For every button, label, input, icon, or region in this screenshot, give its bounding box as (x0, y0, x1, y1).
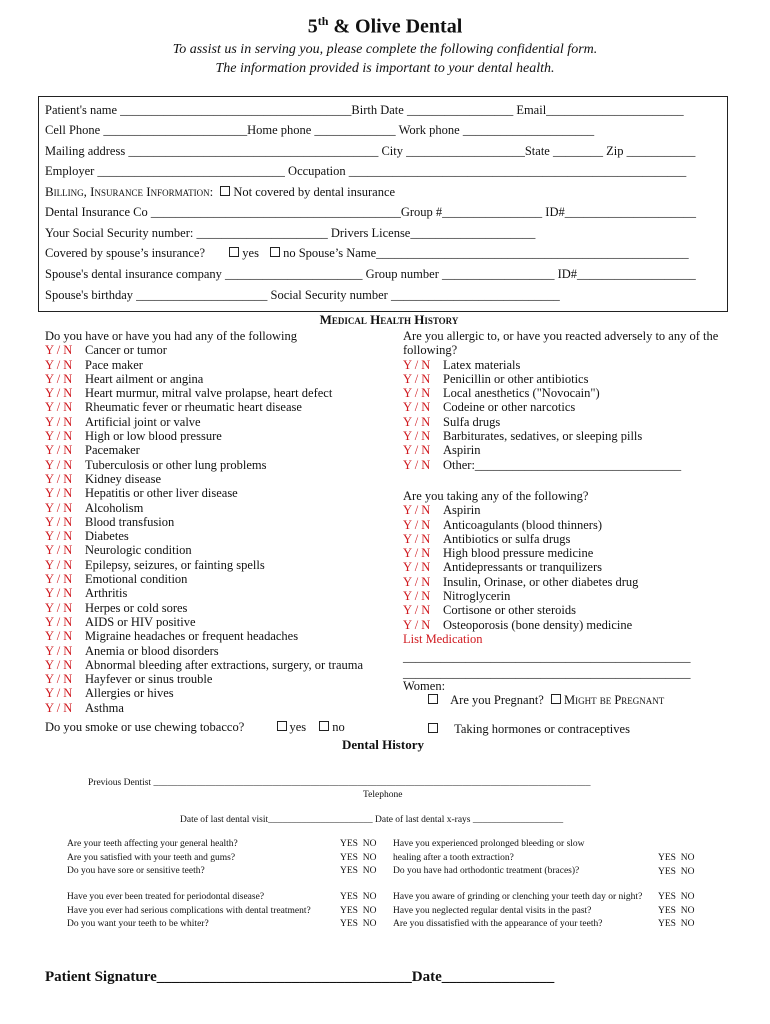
allergy-item (403, 415, 718, 429)
allergies-list (403, 329, 718, 472)
allergy-label: Barbiturates, sedatives, or sleeping pills (443, 429, 643, 444)
spouse-coverage-row (45, 246, 689, 261)
yes-no-selector[interactable]: Y / N (45, 572, 73, 587)
spouse-yes-label: yes (242, 246, 259, 260)
allergy-item (403, 443, 718, 457)
yes-no-selector[interactable]: Y / N (45, 543, 73, 558)
condition-label: Neurologic condition (85, 543, 192, 558)
allergy-item (403, 386, 718, 400)
billing-row (45, 184, 395, 200)
dental-left-yesno-1[interactable] (340, 838, 376, 879)
yes-option[interactable]: YES (658, 905, 676, 916)
previous-dentist-field[interactable]: Previous Dentist ____________________________________________________________________________________________ (88, 778, 591, 788)
medication-item (403, 503, 638, 517)
condition-item (45, 343, 363, 357)
signature-line[interactable]: Patient Signature__________________________________Date_______________ (45, 969, 555, 985)
yes-no-selector[interactable]: Y / N (403, 503, 431, 518)
yes-no-selector[interactable]: Y / N (45, 429, 73, 444)
yes-no-selector[interactable]: Y / N (403, 443, 431, 458)
condition-label: Migraine headaches or frequent headaches (85, 629, 299, 644)
smoke-yes-label: yes (289, 720, 307, 734)
dental-question: Have you ever had serious complications with dental treatment? (67, 905, 311, 916)
no-option[interactable]: NO (680, 905, 695, 916)
allergy-label: Latex materials (443, 357, 521, 372)
yes-no-selector[interactable]: Y / N (45, 486, 73, 501)
condition-label: Rheumatic fever or rheumatic heart disease (85, 400, 302, 415)
yes-no-selector[interactable]: Y / N (45, 457, 73, 472)
medications-list (403, 489, 638, 646)
allergy-item (403, 429, 718, 443)
medication-item (403, 603, 638, 617)
spouse-no-label: no (283, 246, 296, 260)
condition-item (45, 458, 363, 472)
allergy-intro-1: Are you allergic to, or have you reacted adversely to any of the (403, 329, 719, 343)
condition-item (45, 400, 363, 414)
medication-label: High blood pressure medicine (443, 546, 594, 561)
yes-option[interactable]: YES (658, 919, 676, 929)
checkbox-not-covered[interactable] (220, 186, 230, 196)
checkbox-smoke-no[interactable] (319, 721, 329, 731)
condition-item (45, 472, 363, 486)
ssn-row[interactable]: Your Social Security number: _____________________ Drivers License____________________ (45, 226, 536, 240)
phone-row[interactable]: Cell Phone _______________________Home phone _____________ Work phone _____________________ (45, 123, 595, 137)
yes-no-selector[interactable]: Y / N (45, 343, 73, 358)
dental-right-yesno-2[interactable] (658, 891, 694, 932)
yes-no-selector[interactable]: Y / N (403, 546, 431, 561)
address-row[interactable]: Mailing address ________________________________________ City ___________________State ________ Zip ___________ (45, 144, 696, 158)
spouse-birthday-row[interactable]: Spouse's birthday _____________________ Social Security number ___________________________ (45, 288, 560, 302)
yes-no-selector[interactable]: Y / N (403, 357, 431, 372)
medication-item (403, 518, 638, 532)
telephone-label: Telephone (363, 790, 403, 800)
yes-no-selector[interactable]: Y / N (45, 672, 73, 687)
condition-label: Blood transfusion (85, 514, 175, 529)
yes-option[interactable]: YES (658, 866, 676, 877)
no-option[interactable]: NO (680, 919, 695, 929)
yes-no-selector[interactable]: Y / N (403, 589, 431, 604)
yes-no-selector[interactable]: Y / N (45, 414, 73, 429)
allergy-label: Local anesthetics ("Novocain") (443, 386, 600, 401)
yes-no-selector[interactable]: Y / N (45, 614, 73, 629)
yes-no-selector[interactable]: Y / N (45, 700, 73, 715)
medication-label: Osteoporosis (bone density) medicine (443, 617, 633, 632)
dental-question: Have you neglected regular dental visits in the past? (393, 905, 592, 916)
no-option[interactable]: NO (362, 852, 377, 863)
condition-item (45, 644, 363, 658)
dental-question: Are you dissatisfied with the appearance of your teeth? (393, 919, 603, 929)
yes-no-selector[interactable]: Y / N (45, 657, 73, 672)
checkbox-might-be-pregnant[interactable] (551, 694, 561, 704)
allergy-label: Codeine or other narcotics (443, 400, 576, 415)
yes-no-selector[interactable]: Y / N (403, 574, 431, 589)
medication-item (403, 546, 638, 560)
condition-item (45, 501, 363, 515)
condition-label: Abnormal bleeding after extractions, surgery, or trauma (85, 657, 364, 672)
list-medication-label: List Medication (403, 631, 483, 646)
yes-no-selector[interactable]: Y / N (403, 386, 431, 401)
smoke-no-label: no (332, 720, 345, 734)
dental-question: Have you ever been treated for periodontal disease? (67, 892, 265, 902)
condition-label: Epilepsy, seizures, or fainting spells (85, 557, 265, 572)
spouse-insurance-row[interactable]: Spouse's dental insurance company ______________________ Group number __________________ ID#___________________ (45, 267, 696, 281)
yes-option[interactable]: YES (340, 852, 358, 863)
yes-no-selector[interactable]: Y / N (403, 603, 431, 618)
condition-item (45, 558, 363, 572)
dental-history-heading: Dental History (342, 737, 424, 752)
yes-no-selector[interactable]: Y / N (403, 414, 431, 429)
yes-option[interactable]: YES (340, 866, 358, 876)
dental-question: Do you have had orthodontic treatment (braces)? (393, 866, 580, 876)
medical-history-heading: Medical Health History (319, 312, 459, 327)
yes-no-selector[interactable]: Y / N (403, 429, 431, 444)
condition-item (45, 443, 363, 457)
dental-left-group-2 (67, 891, 311, 932)
condition-item (45, 386, 363, 400)
smoke-question: Do you smoke or use chewing tobacco? (45, 720, 245, 734)
smoke-row (45, 720, 345, 735)
pregnant-label: Are you Pregnant? (450, 693, 544, 707)
allergy-item (403, 358, 718, 372)
yes-no-selector[interactable]: Y / N (45, 686, 73, 701)
condition-item (45, 601, 363, 615)
billing-option: Not covered by dental insurance (233, 185, 396, 199)
last-visit-field[interactable]: Date of last dental visit______________________ Date of last dental x-rays ___________________ (180, 815, 564, 825)
dental-right-group-2 (393, 891, 642, 932)
allergy-item (403, 372, 718, 386)
allergy-label: Aspirin (443, 443, 481, 458)
women-label: Women: (403, 679, 446, 693)
yes-no-selector[interactable]: Y / N (45, 371, 73, 386)
dental-question: Have you experienced prolonged bleeding or slow (393, 839, 585, 849)
condition-label: Hepatitis or other liver disease (85, 486, 238, 501)
insurance-row[interactable]: Dental Insurance Co ________________________________________Group #________________ ID#_____________________ (45, 205, 696, 219)
condition-label: AIDS or HIV positive (85, 614, 196, 629)
condition-item (45, 658, 363, 672)
condition-label: Emotional condition (85, 572, 188, 587)
condition-item (45, 529, 363, 543)
dental-right-group-1 (393, 838, 585, 879)
billing-label: Billing, Insurance Information: (45, 184, 214, 199)
medication-label: Antibiotics or sulfa drugs (443, 531, 571, 546)
yes-no-selector[interactable]: Y / N (403, 560, 431, 575)
allergy-intro-2: following? (403, 343, 458, 358)
allergy-item (403, 400, 718, 414)
medication-line-2[interactable]: ______________________________________________ (403, 666, 691, 680)
checkbox-hormones[interactable] (428, 723, 438, 733)
allergy-label: Other:_________________________________ (443, 457, 682, 472)
condition-label: Arthritis (85, 586, 128, 601)
yes-no-selector[interactable]: Y / N (403, 617, 431, 632)
medication-item (403, 589, 638, 603)
medication-label: Antidepressants or tranquilizers (443, 560, 602, 575)
condition-label: Asthma (85, 700, 124, 715)
yes-no-selector[interactable]: Y / N (45, 357, 73, 372)
condition-label: Cancer or tumor (85, 343, 167, 358)
medication-item (403, 532, 638, 546)
page-title: 5th & Olive Dental (307, 14, 463, 38)
yes-no-selector[interactable]: Y / N (45, 400, 73, 415)
might-be-pregnant-label: Might be Pregnant (563, 693, 665, 707)
medication-label: Insulin, Orinase, or other diabetes drug (443, 574, 639, 589)
subtitle-line-1: To assist us in serving you, please complete the following confidential form. (172, 42, 598, 57)
yes-no-selector[interactable]: Y / N (45, 500, 73, 515)
yes-option[interactable]: YES (658, 853, 676, 863)
yes-no-selector[interactable]: Y / N (45, 386, 73, 401)
condition-label: Kidney disease (85, 471, 162, 486)
medication-label: Cortisone or other steroids (443, 603, 576, 618)
medication-line-1[interactable]: ______________________________________________ (403, 650, 691, 664)
yes-no-selector[interactable]: Y / N (45, 629, 73, 644)
checkbox-spouse-yes[interactable] (229, 247, 239, 257)
condition-label: Alcoholism (85, 500, 144, 515)
condition-item (45, 701, 363, 715)
condition-item (45, 415, 363, 429)
no-option[interactable]: NO (362, 905, 377, 916)
condition-label: High or low blood pressure (85, 429, 222, 444)
yes-no-selector[interactable]: Y / N (403, 517, 431, 532)
yes-no-selector[interactable]: Y / N (45, 600, 73, 615)
conditions-list (45, 329, 363, 715)
meds-intro: Are you taking any of the following? (403, 489, 589, 503)
condition-label: Pacemaker (85, 443, 140, 458)
yes-no-selector[interactable]: Y / N (45, 443, 73, 458)
pregnant-row (424, 693, 664, 708)
no-option[interactable]: NO (362, 892, 377, 902)
no-option[interactable]: NO (680, 892, 695, 902)
patient-name-row[interactable]: Patient's name _____________________________________Birth Date _________________ Email______________________ (45, 103, 684, 117)
hormones-label: Taking hormones or contraceptives (454, 722, 630, 736)
yes-no-selector[interactable]: Y / N (45, 471, 73, 486)
condition-label: Herpes or cold sores (85, 600, 188, 615)
medication-item (403, 560, 638, 574)
yes-option[interactable]: YES (658, 892, 676, 902)
condition-item (45, 629, 363, 643)
condition-label: Diabetes (85, 529, 129, 544)
condition-item (45, 372, 363, 386)
subtitle-line-2: The information provided is important to your dental health. (215, 61, 555, 76)
yes-no-selector[interactable]: Y / N (45, 557, 73, 572)
allergy-label: Sulfa drugs (443, 414, 501, 429)
no-option[interactable]: NO (362, 866, 377, 876)
allergy-item (403, 458, 718, 472)
condition-label: Allergies or hives (85, 686, 174, 701)
condition-item (45, 543, 363, 557)
employer-row[interactable]: Employer ______________________________ Occupation ______________________________________________________ (45, 164, 687, 178)
spouse-coverage-question: Covered by spouse’s insurance? (45, 246, 206, 260)
yes-no-selector[interactable]: Y / N (45, 643, 73, 658)
checkbox-pregnant[interactable] (428, 694, 438, 704)
yes-option[interactable]: YES (340, 892, 358, 902)
dental-question: Are your teeth affecting your general health? (67, 839, 238, 849)
yes-no-selector[interactable]: Y / N (403, 400, 431, 415)
condition-item (45, 358, 363, 372)
medication-label: Aspirin (443, 503, 481, 518)
yes-no-selector[interactable]: Y / N (45, 514, 73, 529)
no-option[interactable]: NO (362, 919, 377, 929)
condition-label: Heart murmur, mitral valve prolapse, heart defect (85, 386, 333, 401)
dental-question: Do you want your teeth to be whiter? (67, 919, 209, 929)
dental-question: healing after a tooth extraction? (393, 852, 514, 863)
allergy-label: Penicillin or other antibiotics (443, 371, 589, 386)
medication-item (403, 575, 638, 589)
checkbox-smoke-yes[interactable] (277, 721, 287, 731)
hormones-row (424, 722, 630, 737)
yes-no-selector[interactable]: Y / N (403, 371, 431, 386)
yes-no-selector[interactable]: Y / N (403, 531, 431, 546)
condition-label: Hayfever or sinus trouble (85, 672, 213, 687)
dental-question: Have you aware of grinding or clenching your teeth day or night? (393, 892, 643, 902)
no-option[interactable]: NO (362, 839, 377, 849)
yes-option[interactable]: YES (340, 839, 358, 849)
yes-no-selector[interactable]: Y / N (45, 586, 73, 601)
condition-item (45, 586, 363, 600)
dental-left-yesno-2[interactable] (340, 891, 376, 932)
condition-label: Heart ailment or angina (85, 371, 204, 386)
no-option[interactable]: NO (680, 866, 695, 877)
condition-item (45, 615, 363, 629)
medication-label: Nitroglycerin (443, 589, 511, 604)
yes-no-selector[interactable]: Y / N (403, 457, 431, 472)
yes-option[interactable]: YES (340, 919, 358, 929)
condition-label: Tuberculosis or other lung problems (85, 457, 267, 472)
checkbox-spouse-no[interactable] (270, 247, 280, 257)
condition-label: Anemia or blood disorders (85, 643, 219, 658)
condition-item (45, 672, 363, 686)
medication-item (403, 618, 638, 632)
conditions-intro: Do you have or have you had any of the following (45, 329, 298, 343)
condition-item (45, 572, 363, 586)
condition-item (45, 686, 363, 700)
dental-left-group-1 (67, 838, 238, 879)
yes-option[interactable]: YES (340, 905, 358, 916)
condition-label: Pace maker (85, 357, 143, 372)
dental-right-yesno-1[interactable] (658, 852, 694, 879)
condition-item (45, 515, 363, 529)
dental-question: Do you have sore or sensitive teeth? (67, 866, 205, 876)
medication-label: Anticoagulants (blood thinners) (443, 517, 602, 532)
dental-question: Are you satisfied with your teeth and gums? (67, 852, 236, 863)
condition-item (45, 486, 363, 500)
spouse-name-field[interactable]: Spouse’s Name__________________________________________________ (298, 246, 689, 260)
no-option[interactable]: NO (680, 853, 695, 863)
yes-no-selector[interactable]: Y / N (45, 529, 73, 544)
condition-item (45, 429, 363, 443)
condition-label: Artificial joint or valve (85, 414, 201, 429)
